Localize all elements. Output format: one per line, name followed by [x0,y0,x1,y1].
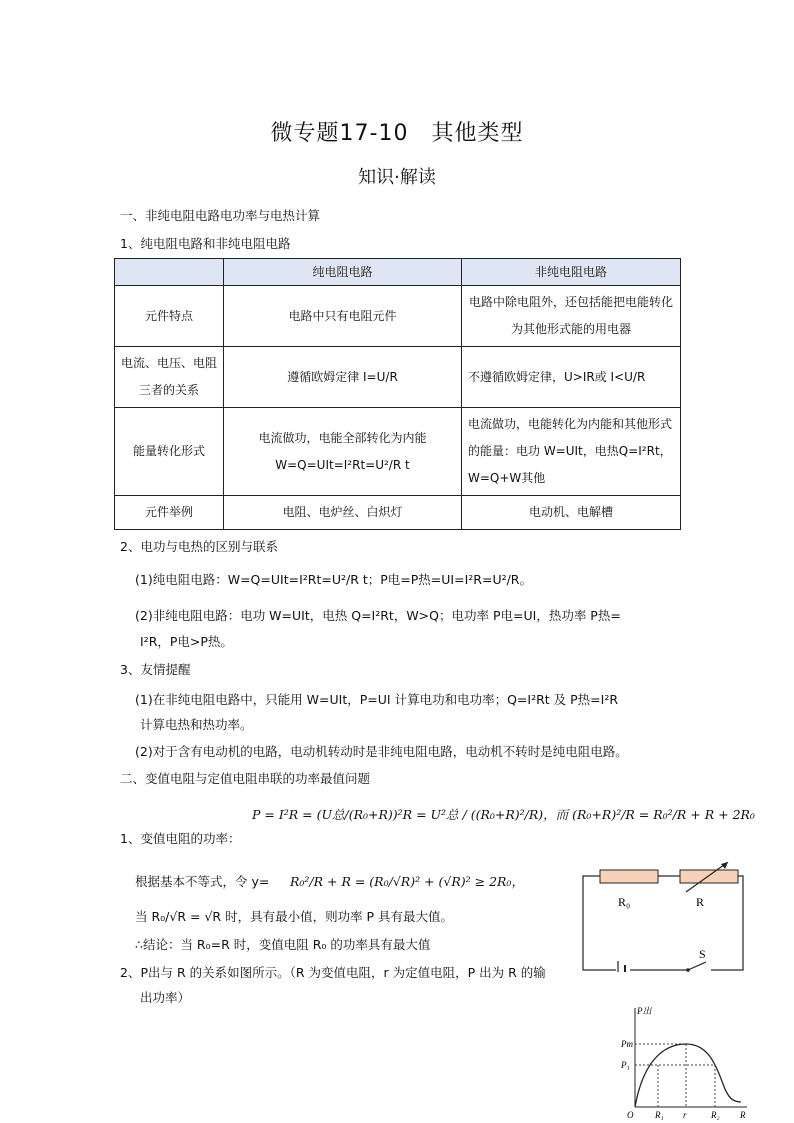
table-header-cell: 纯电阻电路 [224,259,462,286]
nonpure-cell: 电路中除电阻外，还包括能把电能转化为其他形式能的用电器 [462,286,681,347]
section2-item1: 1、变值电阻的功率： [120,831,241,846]
x-tick-label: r [683,1110,687,1120]
pure-cell: 电流做功，电能全部转化为内能W=Q=UIt=I²Rt=U²/R t [224,408,462,496]
r-label: R [696,895,705,909]
variable-resistor [680,870,738,883]
r0-label: R₀ [618,895,631,909]
row-label: 元件特点 [115,286,224,347]
pure-cell: 电路中只有电阻元件 [224,286,462,347]
x-tick-label: R₁ [655,1110,664,1120]
item-2-2a: (2)非纯电阻电路：电功 W=UIt，电热 Q=I²Rt，W>Q；电功率 P电=UI，热功率 P热= [135,608,621,623]
pure-cell: 电阻、电炉丝、白炽灯 [224,496,462,530]
section1-sub1: 1、纯电阻电路和非纯电阻电路 [120,236,291,251]
power-formula: P = I²R = (U总/(R₀+R))²R = U²总 / ((R₀+R)²/R)，而 (R₀+R)²/R = R₀²/R + R + 2R₀ [252,807,755,822]
table-header-row [115,259,681,286]
row-label: 电流、电压、电阻三者的关系 [115,347,224,408]
item-3-2: (2)对于含有电动机的电路，电动机转动时是非纯电阻电路，电动机不转时是纯电阻电路。 [135,744,628,759]
section2-item2a: 2、P出与 R 的关系如图所示。（R 为变值电阻，r 为定值电阻，P 出为 R 的输 [120,965,546,980]
x-tick-label: R₂ [711,1110,720,1120]
nonpure-cell: 不遵循欧姆定律，U>IR或 I<U/R [462,347,681,408]
page-subtitle: 知识·解读 [358,167,436,188]
page-title: 微专题17-10 其他类型 [270,121,524,146]
row-label: 元件举例 [115,496,224,530]
ineq-formula: R₀²/R + R = (R₀/√R)² + (√R)² ≥ 2R₀， [290,874,524,889]
x-tick-label: R [740,1110,746,1120]
table-header-cell: 非纯电阻电路 [462,259,681,286]
item-2-1: (1)纯电阻电路：W=Q=UIt=I²Rt=U²/R t；P电=P热=UI=I²R=U²/R。 [135,572,532,587]
item-2-2b: I²R，P电>P热。 [140,634,233,649]
section1-sub3: 3、友情提醒 [120,662,191,677]
nonpure-cell: 电流做功，电能转化为内能和其他形式的能量：电功 W=UIt，电热Q=I²Rt，W=Q+W其他 [462,408,681,496]
ineq-prefix: 根据基本不等式，令 y= [135,874,270,889]
item-3-1a: (1)在非纯电阻电路中，只能用 W=UIt，P=UI 计算电功和电功率；Q=I²Rt 及 P热=I²R [135,692,619,707]
p1-label: P₁ [621,1060,630,1070]
origin-label: O [627,1110,634,1120]
row-label: 能量转化形式 [115,408,224,496]
arrow-head-icon [721,862,728,869]
power-curve [635,1044,741,1107]
item-3-1b: 计算电热和热功率。 [140,717,253,732]
table-row [115,286,681,347]
table-row [115,408,681,496]
nonpure-cell: 电动机、电解槽 [462,496,681,530]
section2-heading: 二、变值电阻与定值电阻串联的功率最值问题 [120,771,371,786]
section1-heading: 一、非纯电阻电路电功率与电热计算 [120,208,321,223]
section2-item2b: 出功率） [140,990,191,1005]
comparison-table [114,258,681,530]
circuit-diagram [578,862,748,972]
switch-label: S [699,947,706,961]
fixed-resistor [600,870,658,883]
section1-sub2: 2、电功与电热的区别与联系 [120,539,278,554]
y-axis-label: P出 [637,1006,652,1016]
power-graph [615,1002,755,1120]
table-row [115,347,681,408]
pm-label: Pm [621,1039,633,1049]
when-line: 当 R₀/√R = √R 时，具有最小值，则功率 P 具有最大值。 [135,909,454,924]
circuit-wire [583,876,743,970]
table-row [115,496,681,530]
pure-cell: 遵循欧姆定律 I=U/R [224,347,462,408]
table-header-cell [115,259,224,286]
conclusion: ∴结论：当 R₀=R 时，变值电阻 R₀ 的功率具有最大值 [135,937,431,952]
